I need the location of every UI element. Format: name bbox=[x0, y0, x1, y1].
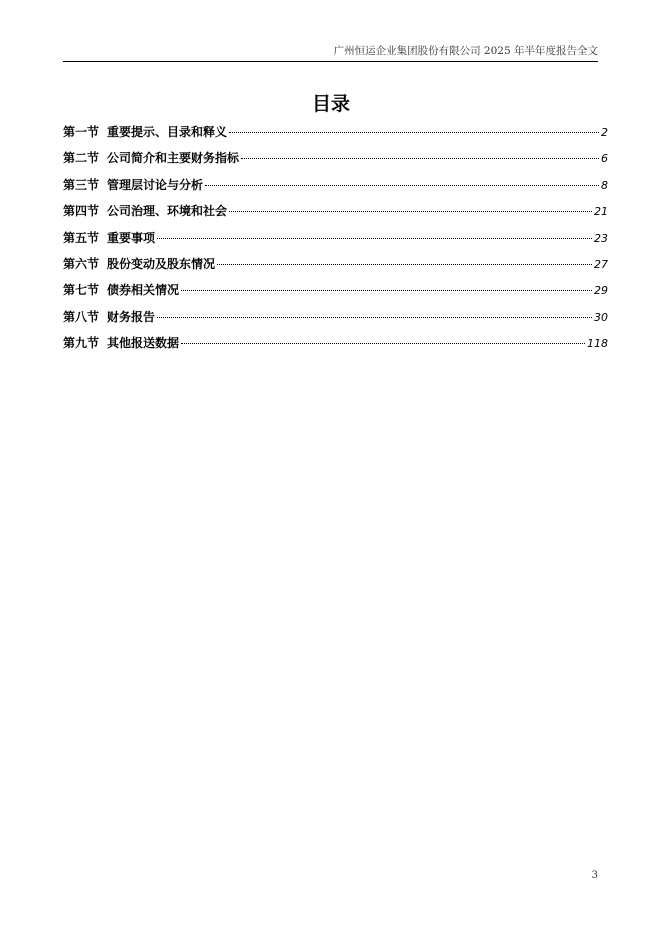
toc-section-name: 管理层讨论与分析 bbox=[107, 177, 204, 192]
toc-entry[interactable] bbox=[63, 230, 608, 256]
toc-entry[interactable] bbox=[63, 203, 608, 229]
toc-page-number: 30 bbox=[594, 310, 608, 324]
toc-dot-leader bbox=[157, 238, 592, 239]
toc-dot-leader bbox=[217, 264, 592, 265]
toc-section-name: 重要事项 bbox=[107, 230, 156, 245]
toc-section-name: 重要提示、目录和释义 bbox=[107, 125, 228, 139]
toc-dot-leader bbox=[181, 290, 592, 291]
toc-section-number: 第二节 bbox=[63, 151, 100, 166]
toc-dot-leader bbox=[229, 211, 592, 212]
toc-page-number: 21 bbox=[594, 205, 608, 219]
toc-dot-leader bbox=[241, 158, 599, 159]
toc-section-name: 公司治理、环境和社会 bbox=[107, 204, 228, 219]
toc-section-number: 第八节 bbox=[63, 309, 100, 324]
toc-section-number: 第一节 bbox=[63, 125, 100, 139]
toc-page-number: 2 bbox=[601, 126, 608, 139]
toc-section-name: 债券相关情况 bbox=[107, 283, 180, 298]
toc-entry[interactable] bbox=[63, 256, 608, 282]
toc-section-name: 其他报送数据 bbox=[107, 336, 180, 351]
toc-dot-leader bbox=[181, 343, 585, 344]
toc-page-number: 6 bbox=[601, 152, 608, 166]
toc-dot-leader bbox=[229, 132, 599, 133]
toc-section-number: 第六节 bbox=[63, 256, 100, 271]
toc-section-name: 财务报告 bbox=[107, 309, 156, 324]
toc-page-number: 118 bbox=[587, 337, 608, 351]
toc-page-number: 23 bbox=[594, 231, 608, 245]
toc-page-number: 8 bbox=[601, 178, 608, 192]
toc-title: 目录 bbox=[311, 93, 350, 115]
page-number: 3 bbox=[591, 870, 598, 881]
toc-entry[interactable] bbox=[63, 177, 608, 203]
toc-page-number: 29 bbox=[594, 284, 608, 298]
toc-section-name: 股份变动及股东情况 bbox=[107, 256, 216, 271]
toc-section-number: 第五节 bbox=[63, 230, 100, 245]
toc-page-number: 27 bbox=[594, 257, 608, 271]
toc-entry[interactable] bbox=[63, 150, 608, 176]
toc-entry[interactable] bbox=[63, 124, 608, 150]
toc-section-number: 第七节 bbox=[63, 283, 100, 298]
toc-section-name: 公司简介和主要财务指标 bbox=[107, 151, 240, 166]
table-of-contents bbox=[63, 124, 608, 362]
toc-entry[interactable] bbox=[63, 309, 608, 335]
toc-section-number: 第四节 bbox=[63, 204, 100, 219]
toc-dot-leader bbox=[157, 317, 592, 318]
page-header: 广州恒运企业集团股份有限公司 2025 年半年度报告全文 bbox=[63, 44, 598, 62]
toc-section-number: 第九节 bbox=[63, 336, 100, 351]
toc-dot-leader bbox=[205, 185, 599, 186]
toc-section-number: 第三节 bbox=[63, 177, 100, 192]
toc-entry[interactable] bbox=[63, 282, 608, 308]
toc-entry[interactable] bbox=[63, 335, 608, 361]
